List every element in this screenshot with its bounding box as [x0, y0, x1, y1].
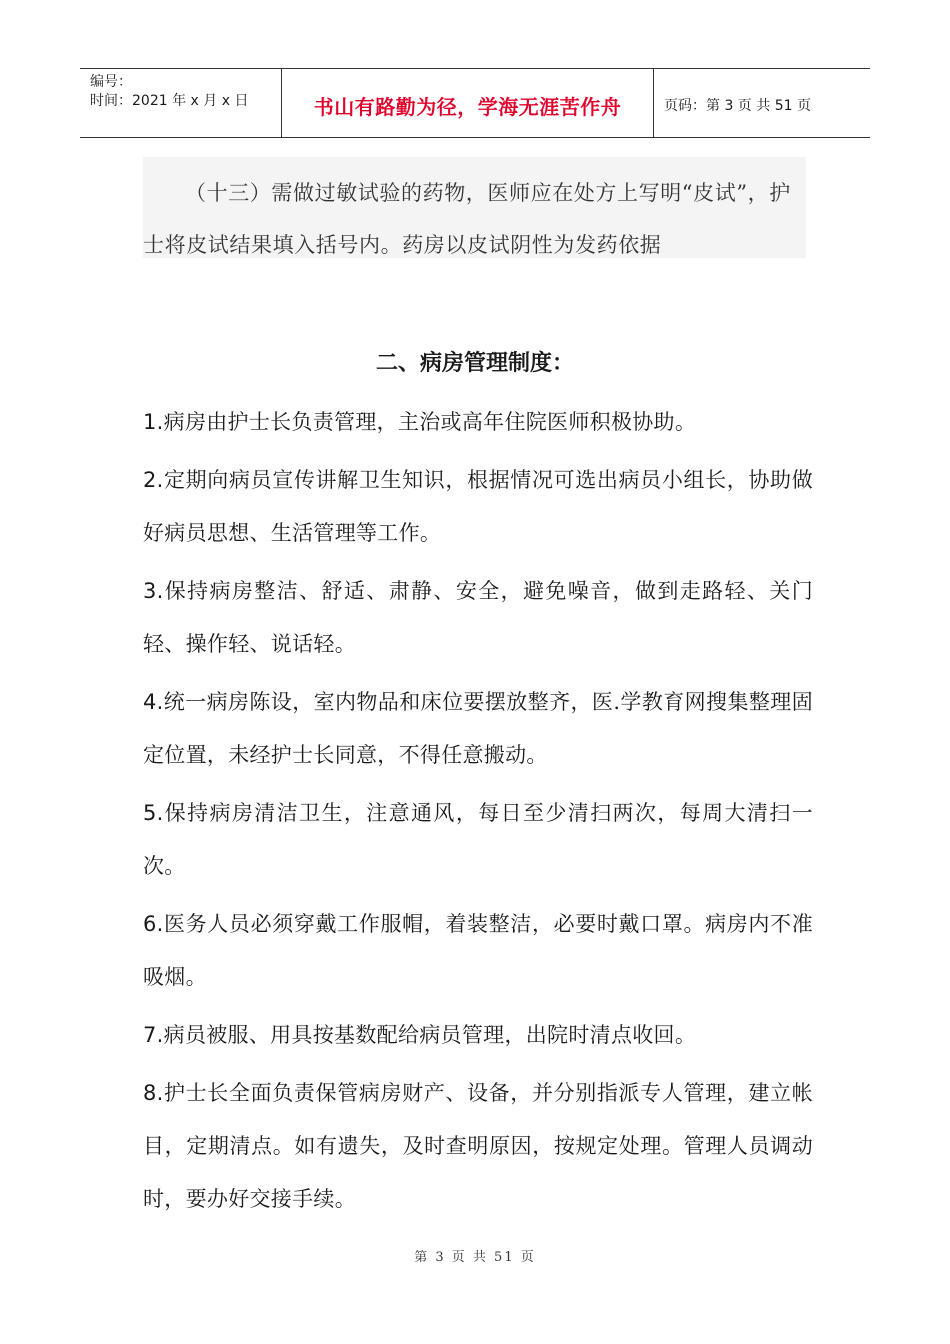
document-header — [80, 68, 870, 138]
list-item: 7.病员被服、用具按基数配给病员管理，出院时清点收回。 — [143, 1023, 697, 1047]
shaded-paragraph: （十三）需做过敏试验的药物，医师应在处方上写明“皮试”，护士将皮试结果填入括号内。药房以皮试阴性为发药依据 — [143, 181, 791, 257]
header-page-info: 页码：第 3 页 共 51 页 — [664, 98, 811, 114]
section-title: 二、病房管理制度： — [375, 351, 574, 376]
time-label: 时间：2021 年 x 月 x 日 — [90, 93, 249, 109]
code-label: 编号： — [90, 74, 132, 90]
list-item: 3.保持病房整洁、舒适、肃静、安全，避免噪音，做到走路轻、关门轻、操作轻、说话轻。 — [143, 579, 813, 656]
rule-list — [143, 396, 813, 1231]
page-footer: 第 3 页 共 51 页 — [414, 1250, 536, 1265]
shaded-paragraph-block — [143, 157, 806, 258]
list-item: 4.统一病房陈设，室内物品和床位要摆放整齐，医.学教育网搜集整理固定位置，未经护士长同意，不得任意搬动。 — [143, 690, 813, 767]
list-item: 1.病房由护士长负责管理，主治或高年住院医师积极协助。 — [143, 410, 697, 434]
list-item: 6.医务人员必须穿戴工作服帽，着装整洁，必要时戴口罩。病房内不准吸烟。 — [143, 912, 813, 989]
header-meta — [80, 69, 282, 137]
header-motto: 书山有路勤为径，学海无涯苦作舟 — [282, 69, 654, 137]
list-item: 5.保持病房清洁卫生，注意通风，每日至少清扫两次，每周大清扫一次。 — [143, 801, 813, 878]
list-item: 2.定期向病员宣传讲解卫生知识，根据情况可选出病员小组长，协助做好病员思想、生活管理等工作。 — [143, 468, 813, 545]
list-item: 8.护士长全面负责保管病房财产、设备，并分别指派专人管理，建立帐目，定期清点。如有遗失，及时查明原因，按规定处理。管理人员调动时，要办好交接手续。 — [143, 1081, 813, 1211]
